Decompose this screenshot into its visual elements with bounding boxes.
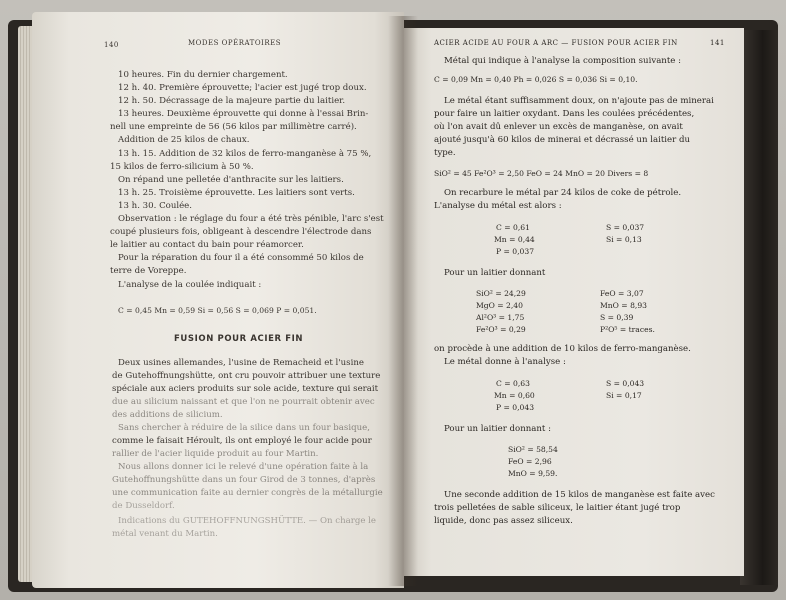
analysis-formula: C = 0,09 Mn = 0,40 Ph = 0,026 S = 0,036 Si = 0,10. xyxy=(434,75,638,84)
formula-item: FeO = 2,96 xyxy=(508,457,552,466)
text-line: Indications du GUTEHOFFNUNGSHÜTTE. — On charge le xyxy=(118,516,377,526)
text-line: Métal qui indique à l'analyse la composition suivante : xyxy=(444,56,682,66)
left-page-number: 140 xyxy=(104,41,119,49)
formula-item: MgO = 2,40 xyxy=(476,301,523,310)
text-line: Pour un laitier donnant xyxy=(444,268,546,278)
formula-item: Al²O³ = 1,75 xyxy=(476,313,525,322)
analysis-formula: C = 0,45 Mn = 0,59 Si = 0,56 S = 0,069 P = 0,051. xyxy=(118,306,317,315)
text-line: Sans chercher à réduire de la silice dans un four basique, xyxy=(118,423,370,433)
text-line: L'analyse de la coulée indiquait : xyxy=(118,280,262,290)
text-line: 15 kilos de ferro-silicium à 50 %. xyxy=(110,162,254,172)
text-line: 12 h. 50. Décrassage de la majeure partie du laitier. xyxy=(118,96,346,106)
formula-item: C = 0,61 xyxy=(496,223,530,232)
text-line: 13 h. 25. Troisième éprouvette. Les laitiers sont verts. xyxy=(118,188,355,198)
formula-item: S = 0,037 xyxy=(606,223,645,232)
text-line: due au silicium naissant et que l'on ne pourrait obtenir avec xyxy=(112,397,375,407)
formula-item: Mn = 0,60 xyxy=(494,391,535,400)
right-page-header: ACIER ACIDE AU FOUR A ARC — FUSION POUR ACIER FIN xyxy=(434,39,678,47)
book-cover-edge xyxy=(740,30,778,585)
formula-item: P²O⁵ = traces. xyxy=(600,325,655,334)
text-line: Observation : le réglage du four a été très pénible, l'arc s'est xyxy=(118,214,384,224)
text-line: terre de Voreppe. xyxy=(110,266,187,276)
section-title: FUSION POUR ACIER FIN xyxy=(174,334,304,344)
text-line: 13 heures. Deuxième éprouvette qui donne à l'essai Brin- xyxy=(118,109,369,119)
text-line: ajouté jusqu'à 60 kilos de minerai et décrassé un laitier du xyxy=(434,135,690,145)
text-line: On recarbure le métal par 24 kilos de coke de pétrole. xyxy=(444,188,682,198)
text-line: type. xyxy=(434,148,456,158)
formula-item: P = 0,043 xyxy=(496,403,535,412)
formula-item: Si = 0,17 xyxy=(606,391,642,400)
text-line: 13 h. 30. Coulée. xyxy=(118,201,192,211)
formula-item: C = 0,63 xyxy=(496,379,530,388)
formula-item: S = 0,39 xyxy=(600,313,634,322)
text-line: une communication faite au dernier congrès de la métallurgie xyxy=(112,488,383,498)
text-line: nell une empreinte de 56 (56 kilos par millimètre carré). xyxy=(110,122,357,132)
text-line: Pour un laitier donnant : xyxy=(444,424,552,434)
formula-item: FeO = 3,07 xyxy=(600,289,644,298)
left-page xyxy=(32,12,404,588)
text-line: Le métal étant suffisamment doux, on n'ajoute pas de minerai xyxy=(444,96,714,106)
text-line: 13 h. 15. Addition de 32 kilos de ferro-manganèse à 75 %, xyxy=(118,149,372,159)
text-line: comme le faisait Héroult, ils ont employé le four acide pour xyxy=(112,436,372,446)
formula-item: MnO = 9,59. xyxy=(508,469,558,478)
text-line: 12 h. 40. Première éprouvette; l'acier est jugé trop doux. xyxy=(118,83,367,93)
text-line: Le métal donne à l'analyse : xyxy=(444,357,566,367)
text-line: spéciale aux aciers produits sur sole acide, texture qui serait xyxy=(112,384,379,394)
text-line: on procède à une addition de 10 kilos de ferro-manganèse. xyxy=(434,344,691,354)
text-line: liquide, donc pas assez siliceux. xyxy=(434,516,573,526)
text-line: On répand une pelletée d'anthracite sur les laitiers. xyxy=(118,175,344,185)
text-line: où l'on avait dû enlever un excès de manganèse, on avait xyxy=(434,122,683,132)
book-gutter-shadow xyxy=(388,16,418,586)
formula-item: S = 0,043 xyxy=(606,379,645,388)
formula-item: P = 0,037 xyxy=(496,247,535,256)
right-page-number: 141 xyxy=(710,39,725,47)
text-line: 10 heures. Fin du dernier chargement. xyxy=(118,70,288,80)
text-line: L'analyse du métal est alors : xyxy=(434,201,562,211)
right-page xyxy=(404,28,744,576)
text-line: pour faire un laitier oxydant. Dans les coulées précédentes, xyxy=(434,109,695,119)
formula-item: Si = 0,13 xyxy=(606,235,642,244)
formula-item: SiO² = 24,29 xyxy=(476,289,526,298)
left-page-header: MODES OPÉRATOIRES xyxy=(188,39,281,47)
formula-item: Fe²O³ = 0,29 xyxy=(476,325,526,334)
text-line: coupé plusieurs fois, obligeant à descendre l'électrode dans xyxy=(110,227,372,237)
formula-item: SiO² = 58,54 xyxy=(508,445,558,454)
text-line: Deux usines allemandes, l'usine de Remacheid et l'usine xyxy=(118,358,364,368)
text-line: Gutehoffnungshütte dans un four Girod de 3 tonnes, d'après xyxy=(112,475,376,485)
text-line: Addition de 25 kilos de chaux. xyxy=(118,135,250,145)
text-line: de Dusseldorf. xyxy=(112,501,175,511)
text-line: de Gutehoffnungshütte, ont cru pouvoir attribuer une texture xyxy=(112,371,381,381)
text-line: le laitier au contact du bain pour réamorcer. xyxy=(110,240,304,250)
text-line: trois pelletées de sable siliceux, le laitier étant jugé trop xyxy=(434,503,681,513)
slag-formula: SiO² = 45 Fe²O³ = 2,50 FeO = 24 MnO = 20 Divers = 8 xyxy=(434,169,649,178)
text-line: Une seconde addition de 15 kilos de manganèse est faite avec xyxy=(444,490,715,500)
text-line: Nous allons donner ici le relevé d'une opération faite à la xyxy=(118,462,369,472)
text-line: métal venant du Martin. xyxy=(112,529,218,539)
formula-item: Mn = 0,44 xyxy=(494,235,535,244)
text-line: rallier de l'acier liquide produit au four Martin. xyxy=(112,449,319,459)
text-line: des additions de silicium. xyxy=(112,410,223,420)
formula-item: MnO = 8,93 xyxy=(600,301,647,310)
text-line: Pour la réparation du four il a été consommé 50 kilos de xyxy=(118,253,364,263)
